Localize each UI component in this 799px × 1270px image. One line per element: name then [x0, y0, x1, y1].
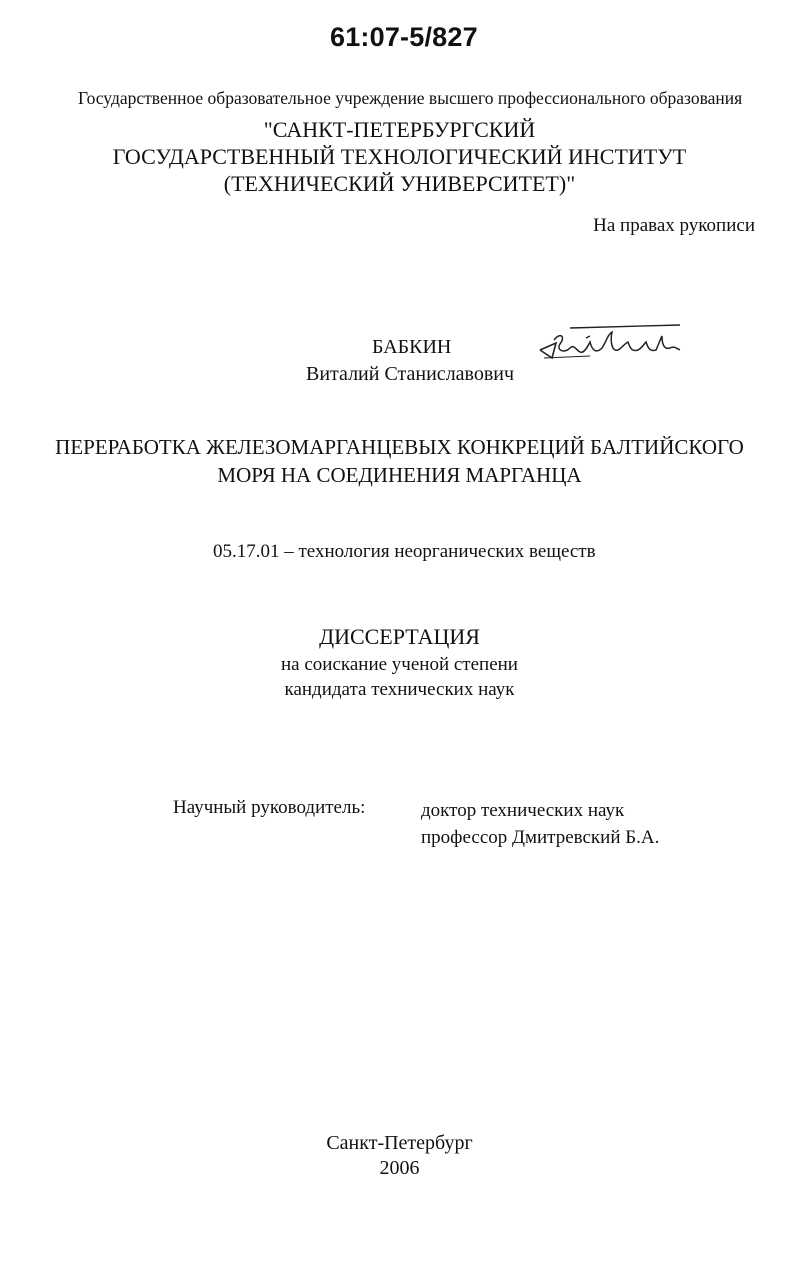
footer — [0, 1131, 799, 1181]
supervisor-value — [421, 797, 659, 851]
city: Санкт-Петербург — [326, 1132, 473, 1154]
author-surname: БАБКИН — [372, 336, 452, 358]
university-line-3: (ТЕХНИЧЕСКИЙ УНИВЕРСИТЕТ)" — [223, 171, 576, 196]
university-line-2: ГОСУДАРСТВЕННЫЙ ТЕХНОЛОГИЧЕСКИЙ ИНСТИТУТ — [112, 144, 687, 169]
year: 2006 — [379, 1157, 420, 1179]
degree-line-1: на соискание ученой степени — [281, 654, 518, 675]
thesis-title-line-1: ПЕРЕРАБОТКА ЖЕЛЕЗОМАРГАНЦЕВЫХ КОНКРЕЦИЙ БАЛТИЙСКОГО — [55, 435, 744, 459]
document-type: ДИССЕРТАЦИЯ — [319, 624, 480, 649]
degree-line-2: кандидата технических наук — [284, 679, 515, 700]
manuscript-rights: На правах рукописи — [593, 215, 755, 236]
author-name: Виталий Станиславович — [306, 363, 515, 385]
institution-line: Государственное образовательное учреждение высшего профессионального образования — [78, 88, 743, 108]
author-signature — [530, 318, 685, 368]
specialty: 05.17.01 – технология неорганических веществ — [213, 541, 596, 562]
degree — [0, 652, 799, 702]
university-name — [0, 116, 799, 197]
supervisor-line-1: доктор технических наук — [421, 800, 625, 821]
university-line-1: "САНКТ-ПЕТЕРБУРГСКИЙ — [263, 117, 536, 142]
catalog-number: 61:07-5/827 — [330, 22, 478, 52]
thesis-title — [0, 433, 799, 489]
supervisor-label: Научный руководитель: — [173, 797, 366, 818]
supervisor-line-2: профессор Дмитревский Б.А. — [421, 827, 660, 848]
thesis-title-line-2: МОРЯ НА СОЕДИНЕНИЯ МАРГАНЦА — [217, 463, 582, 487]
